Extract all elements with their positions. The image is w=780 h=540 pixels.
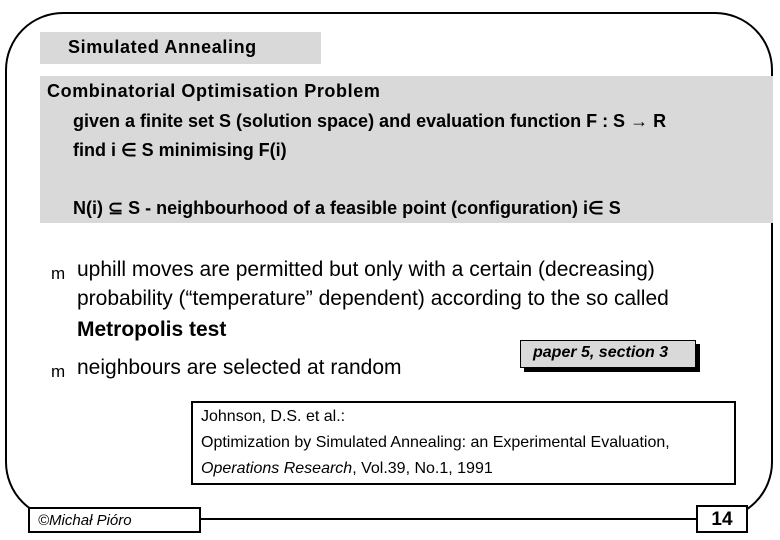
bullet-1-line-1: uphill moves are permitted but only with a certain (decreasing) — [77, 258, 655, 281]
paper-note: paper 5, section 3 — [520, 340, 696, 368]
problem-heading: Combinatorial Optimisation Problem — [47, 81, 381, 101]
bullet-marker-1: m — [51, 264, 66, 283]
page-number: 14 — [696, 505, 748, 533]
problem-line-neighbourhood: N(i) ⊆ S - neighbourhood of a feasible point (configuration) i∈ S — [73, 198, 621, 218]
reference-citation — [201, 456, 734, 482]
problem-box — [40, 76, 773, 223]
slide-title: Simulated Annealing — [40, 32, 321, 64]
reference-journal: Operations Research — [201, 460, 353, 477]
bullet-marker-2: m — [51, 362, 66, 381]
problem-line-minimise: find i ∈ S minimising F(i) — [73, 140, 287, 160]
footer-author: ©Michał Pióro — [28, 507, 201, 533]
bullet-1-line-3: Metropolis test — [77, 318, 227, 341]
bullet-2-text: neighbours are selected at random — [77, 356, 402, 379]
reference-title: Optimization by Simulated Annealing: an Experimental Evaluation, — [201, 434, 670, 451]
reference-authors: Johnson, D.S. et al.: — [201, 408, 346, 425]
footer-rule — [200, 518, 697, 520]
reference-details: , Vol.39, No.1, 1991 — [352, 460, 493, 477]
problem-line-set: given a finite set S (solution space) and evaluation function F : S → R — [73, 111, 667, 131]
bullet-1-line-2: probability (“temperature” dependent) according to the so called — [77, 287, 669, 310]
reference-box — [191, 401, 736, 485]
